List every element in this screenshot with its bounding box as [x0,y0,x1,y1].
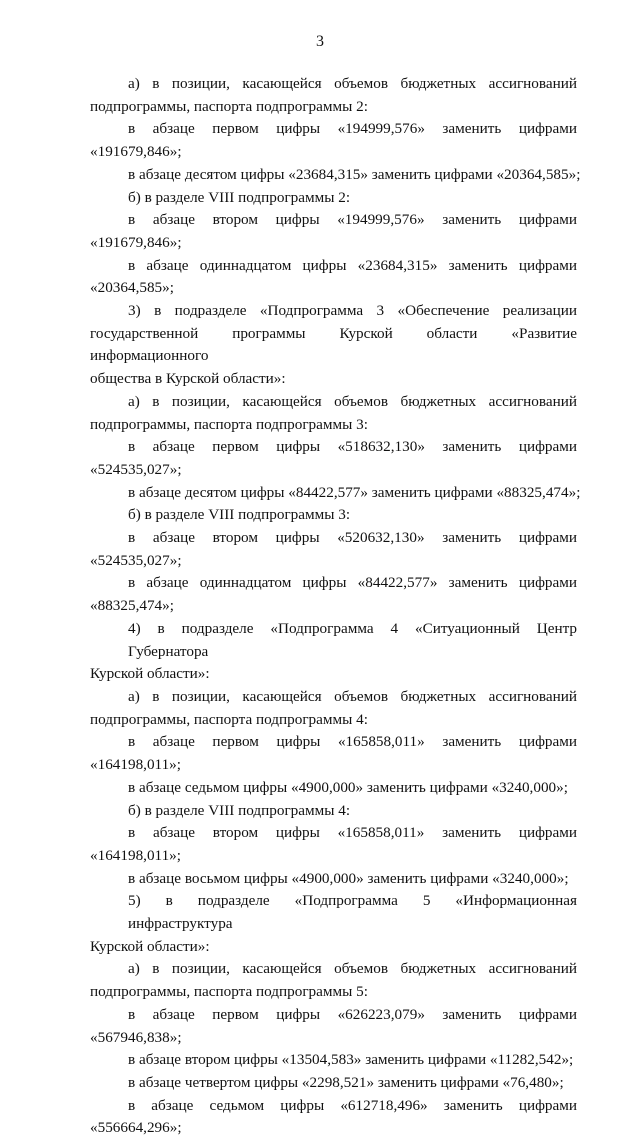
text-line: в абзаце первом цифры «194999,576» заменить цифрами [128,120,577,138]
text-line: а) в позиции, касающейся объемов бюджетных ассигнований [128,75,577,92]
text-line: в абзаце втором цифры «520632,130» заменить цифрами [128,529,577,547]
text-line: в абзаце седьмом цифры «4900,000» заменить цифрами «3240,000»; [128,778,568,796]
text-line: а) в позиции, касающейся объемов бюджетных ассигнований [128,960,577,978]
text-line: Курской области»: [90,937,210,955]
text-line: «556664,296»; [90,1119,182,1137]
text-line: «20364,585»; [90,279,174,297]
text-line: подпрограммы, паспорта подпрограммы 3: [90,415,368,433]
text-line: а) в позиции, касающейся объемов бюджетных ассигнований [128,392,577,410]
text-line: «191679,846»; [90,143,182,161]
text-line: «191679,846»; [90,233,182,251]
text-line: в абзаце втором цифры «13504,583» заменить цифрами «11282,542»; [128,1051,574,1069]
text-line: б) в разделе VIII подпрограммы 3: [128,506,351,524]
text-line: государственной программы Курской области «Развитие информационного [90,324,577,365]
text-line: подпрограммы, паспорта подпрограммы 4: [90,710,368,728]
text-line: в абзаце восьмом цифры «4900,000» заменить цифрами «3240,000»; [128,869,569,887]
text-line: а) в позиции, касающейся объемов бюджетных ассигнований [128,687,577,705]
text-line: 4) в подразделе «Подпрограмма 4 «Ситуационный Центр Губернатора [128,619,577,660]
text-line: б) в разделе VIII подпрограммы 2: [128,188,351,206]
text-line: в абзаце четвертом цифры «2298,521» заменить цифрами «76,480»; [128,1073,564,1091]
text-line: 5) в подразделе «Подпрограмма 5 «Информационная инфраструктура [128,892,577,933]
text-line: в абзаце одиннадцатом цифры «23684,315» заменить цифрами [128,256,577,274]
text-line: «164198,011»; [90,846,181,864]
text-line: в абзаце втором цифры «194999,576» заменить цифрами [128,211,577,229]
text-line: в абзаце десятом цифры «84422,577» заменить цифрами «88325,474»; [128,483,581,501]
text-line: в абзаце втором цифры «165858,011» заменить цифрами [128,824,577,842]
document-body [90,73,581,1140]
text-line: «164198,011»; [90,756,181,774]
text-line: общества в Курской области»: [90,370,286,388]
text-line: подпрограммы, паспорта подпрограммы 2: [90,97,368,115]
text-line: «88325,474»; [90,597,174,615]
text-line: в абзаце одиннадцатом цифры «84422,577» заменить цифрами [128,574,577,592]
text-line: в абзаце первом цифры «165858,011» заменить цифрами [128,733,577,751]
text-line: «524535,027»; [90,460,182,478]
text-line: б) в разделе VIII подпрограммы 4: [128,801,351,819]
text-line: «524535,027»; [90,551,182,569]
text-line: 3) в подразделе «Подпрограмма 3 «Обеспечение реализации [128,302,577,320]
text-line: в абзаце первом цифры «518632,130» заменить цифрами [128,438,577,456]
text-line: «567946,838»; [90,1028,182,1046]
page-number: 3 [316,33,324,50]
text-line: в абзаце седьмом цифры «612718,496» заменить цифрами [128,1096,577,1114]
text-line: подпрограммы, паспорта подпрограммы 5: [90,983,368,1001]
text-line: в абзаце десятом цифры «23684,315» заменить цифрами «20364,585»; [128,165,581,183]
text-line: в абзаце первом цифры «626223,079» заменить цифрами [128,1005,577,1023]
text-line: Курской области»: [90,665,210,683]
